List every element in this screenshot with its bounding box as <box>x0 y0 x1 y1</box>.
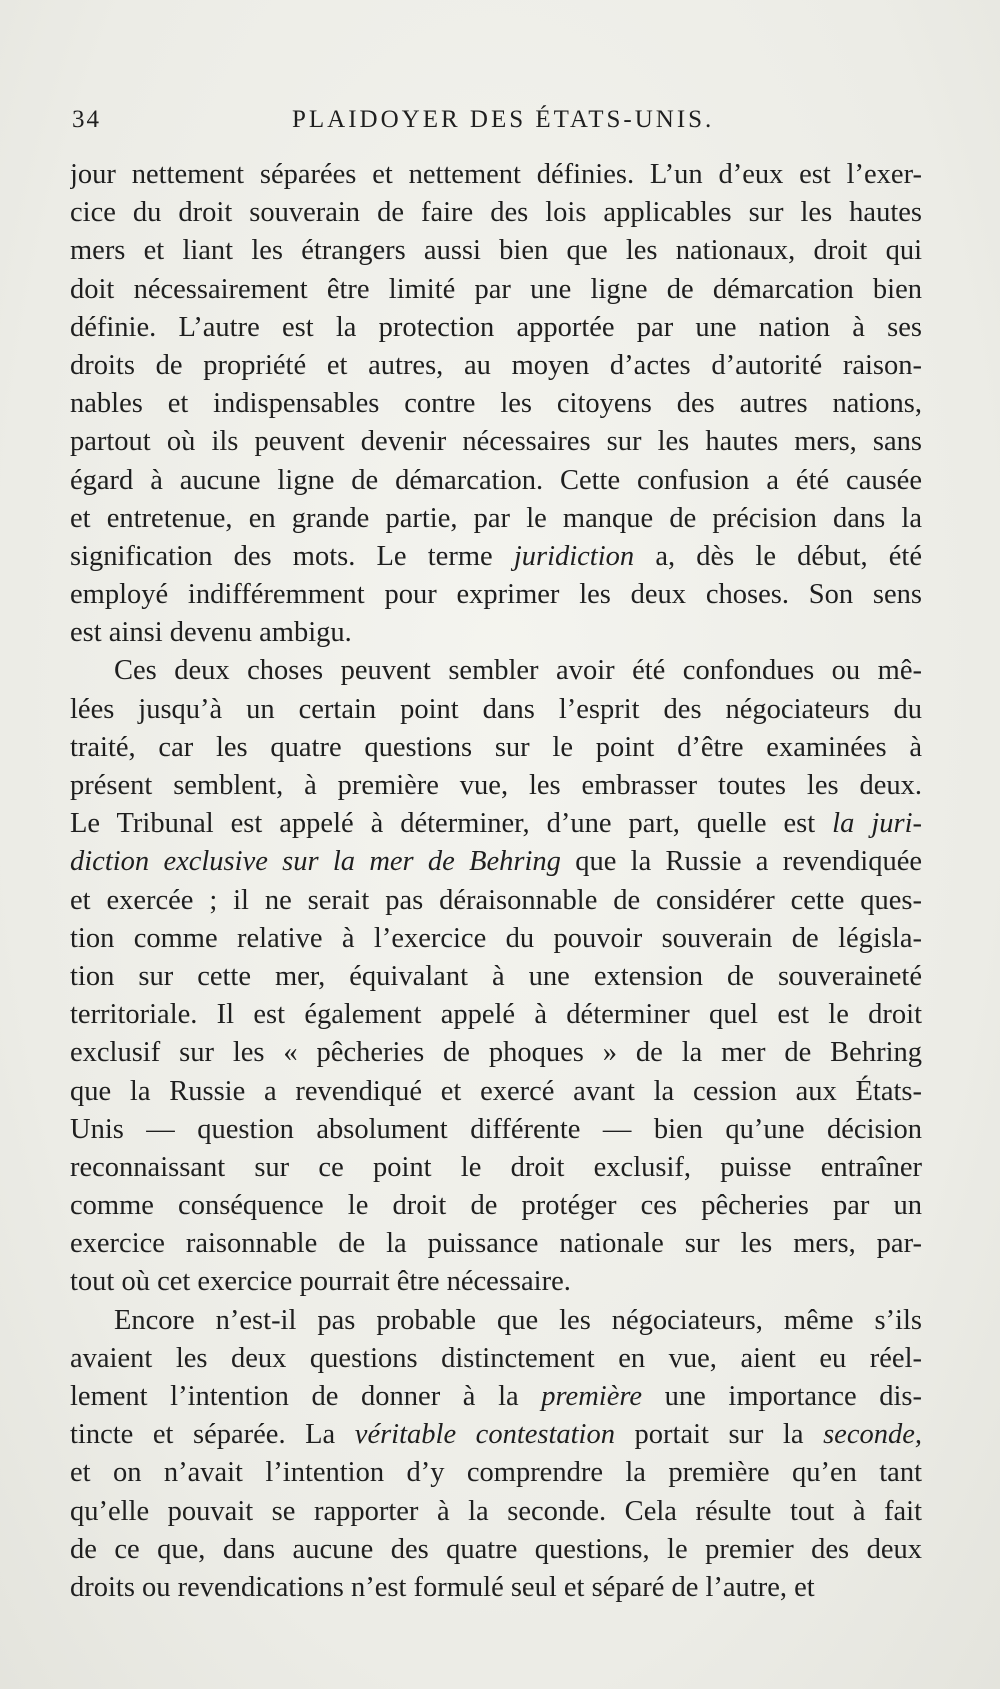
text-segment: Ces deux choses peuvent sembler avoir été confondues ou mê- <box>114 655 922 687</box>
text-segment: que la Russie a revendiquée <box>560 846 922 878</box>
text-line <box>70 1416 922 1454</box>
text-segment: reconnaissant sur ce point le droit exclusif, puisse entraîner <box>70 1151 922 1183</box>
text-segment: doit nécessairement être limité par une ligne de démarcation bien <box>70 273 922 305</box>
text-segment: égard à aucune ligne de démarcation. Cette confusion a été causée <box>70 464 922 496</box>
text-segment: cice du droit souverain de faire des lois applicables sur les hautes <box>70 197 922 229</box>
text-line <box>70 232 922 270</box>
text-line <box>70 194 922 232</box>
text-line <box>70 614 922 652</box>
text-line <box>70 576 922 614</box>
text-line <box>70 1187 922 1225</box>
text-segment: partout où ils peuvent devenir nécessaires sur les hautes mers, sans <box>70 426 922 458</box>
text-line <box>70 1531 922 1569</box>
text-line <box>70 156 922 194</box>
text-segment: employé indifféremment pour exprimer les deux choses. Son sens <box>70 579 922 611</box>
text-line <box>70 271 922 309</box>
text-line <box>70 843 922 881</box>
text-line <box>70 1493 922 1531</box>
text-segment: de ce que, dans aucune des quatre questions, le premier des deux <box>70 1533 922 1565</box>
text-segment: Unis — question absolument différente — bien qu’une décision <box>70 1113 922 1145</box>
text-line <box>70 767 922 805</box>
text-line <box>70 652 922 690</box>
text-segment: droits de propriété et autres, au moyen d’actes d’autorité raison- <box>70 349 922 381</box>
text-segment: nables et indispensables contre les citoyens des autres nations, <box>70 388 922 420</box>
text-segment: qu’elle pouvait se rapporter à la seconde. Cela résulte tout à fait <box>70 1495 922 1527</box>
text-segment: et on n’avait l’intention d’y comprendre la première qu’en tant <box>70 1457 922 1489</box>
text-segment: a, dès le début, été <box>634 540 922 572</box>
text-segment: tincte et séparée. La <box>70 1419 355 1451</box>
text-line <box>70 538 922 576</box>
text-segment: Le Tribunal est appelé à déterminer, d’une part, quelle est <box>70 808 833 840</box>
text-segment: tion sur cette mer, équivalant à une extension de souveraineté <box>70 960 922 992</box>
text-line <box>70 1149 922 1187</box>
text-line <box>70 309 922 347</box>
text-line <box>70 958 922 996</box>
text-line <box>70 882 922 920</box>
text-line <box>70 462 922 500</box>
text-segment: mers et liant les étrangers aussi bien que les nationaux, droit qui <box>70 235 922 267</box>
text-segment: portait sur la <box>614 1419 824 1451</box>
text-line <box>70 1340 922 1378</box>
text-line <box>70 1073 922 1111</box>
text-segment: exclusif sur les « pêcheries de phoques » de la mer de Behring <box>70 1037 922 1069</box>
paragraph <box>70 1302 922 1608</box>
text-line <box>70 1034 922 1072</box>
text-segment: et entretenue, en grande partie, par le manque de précision dans la <box>70 502 922 534</box>
text-segment: comme conséquence le droit de protéger ces pêcheries par un <box>70 1190 922 1222</box>
text-line <box>70 1225 922 1263</box>
text-line <box>70 1454 922 1492</box>
paragraph <box>70 156 922 652</box>
text-line <box>70 1569 922 1607</box>
text-line <box>70 1378 922 1416</box>
text-line <box>70 423 922 461</box>
text-segment: présent semblent, à première vue, les embrasser toutes les deux. <box>70 770 922 801</box>
text-segment: tion comme relative à l’exercice du pouvoir souverain de législa- <box>70 922 922 954</box>
text-segment: exercice raisonnable de la puissance nationale sur les mers, par- <box>70 1228 922 1260</box>
text-line <box>70 347 922 385</box>
text-segment: signification des mots. Le terme <box>70 540 514 572</box>
paragraph <box>70 652 922 1301</box>
text-segment: est ainsi devenu ambigu. <box>70 617 352 649</box>
page-number: 34 <box>72 106 101 133</box>
text-line <box>70 996 922 1034</box>
italic-text: juridiction <box>513 540 635 572</box>
text-segment: droits ou revendications n’est formulé seul et séparé de l’autre, et <box>70 1571 815 1603</box>
italic-text: la juri- <box>832 808 922 840</box>
text-segment: lées jusqu’à un certain point dans l’esprit des négociateurs du <box>70 693 922 725</box>
text-segment: traité, car les quatre questions sur le point d’être examinées à <box>70 731 922 763</box>
italic-text: véritable contestation <box>354 1419 615 1451</box>
text-segment: tout où cet exercice pourrait être nécessaire. <box>70 1266 571 1298</box>
text-line <box>70 500 922 538</box>
text-segment: une importance dis- <box>642 1381 922 1412</box>
text-line <box>70 920 922 958</box>
text-segment: territoriale. Il est également appelé à déterminer quel est le droit <box>70 999 922 1031</box>
text-segment: jour nettement séparées et nettement définies. L’un d’eux est l’exer- <box>70 159 922 190</box>
body-text <box>70 156 922 1607</box>
text-segment: et exercée ; il ne serait pas déraisonnable de considérer cette ques- <box>70 884 922 916</box>
italic-text: première <box>541 1381 643 1412</box>
text-segment: Encore n’est-il pas probable que les négociateurs, même s’ils <box>114 1304 922 1336</box>
text-line <box>70 1263 922 1301</box>
text-line <box>70 1302 922 1340</box>
text-segment: que la Russie a revendiqué et exercé avant la cession aux États- <box>70 1075 922 1107</box>
text-line <box>70 729 922 767</box>
running-title: PLAIDOYER DES ÉTATS-UNIS. <box>292 106 715 133</box>
text-segment: définie. L’autre est la protection apportée par une nation à ses <box>70 311 922 343</box>
text-segment: avaient les deux questions distinctement en vue, aient eu réel- <box>70 1342 922 1374</box>
page-header <box>72 106 928 142</box>
text-segment: lement l’intention de donner à la <box>70 1381 542 1412</box>
italic-text: seconde, <box>823 1419 922 1451</box>
text-line <box>70 805 922 843</box>
text-line <box>70 1111 922 1149</box>
text-line <box>70 691 922 729</box>
text-line <box>70 385 922 423</box>
italic-text: diction exclusive sur la mer de Behring <box>70 846 561 878</box>
